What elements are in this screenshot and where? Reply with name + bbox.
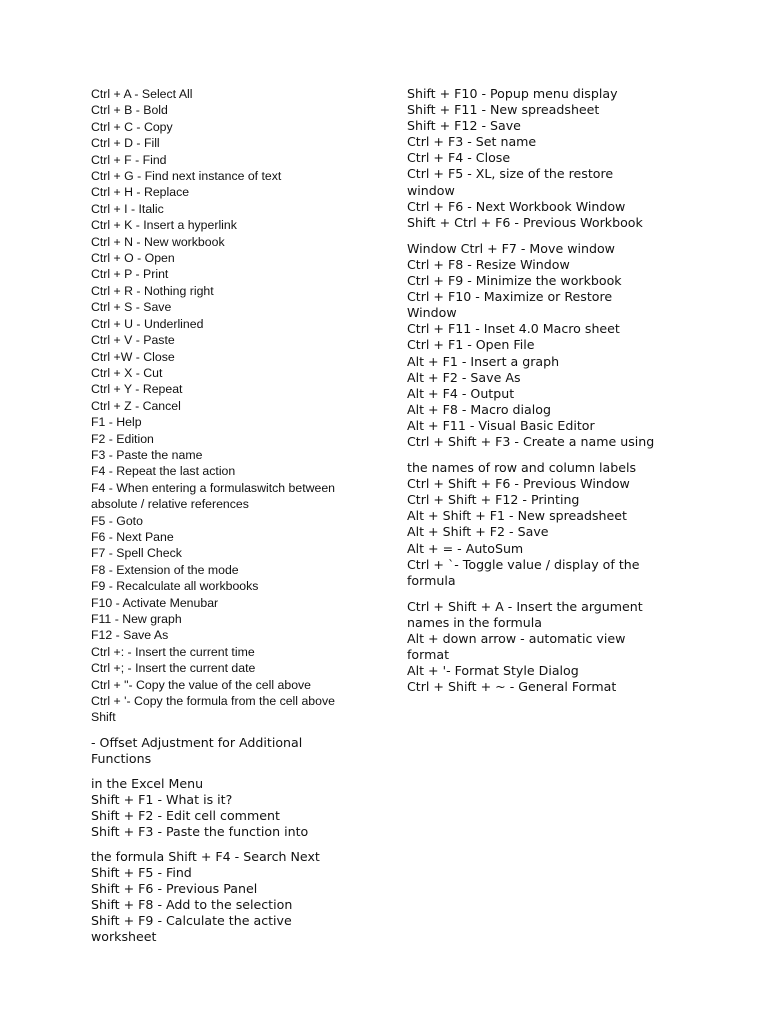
shortcut-line: formula <box>407 572 456 588</box>
shortcut-line: Ctrl + Shift + F12 - Printing <box>407 492 580 508</box>
shortcut-line: Alt + F4 - Output <box>407 385 515 401</box>
shortcut-line: Ctrl + '- Copy the formula from the cell above <box>91 694 335 709</box>
left-column <box>91 86 381 945</box>
shortcut-line: Ctrl + F6 - Next Workbook Window <box>407 198 626 214</box>
shortcut-line: in the Excel Menu <box>91 775 204 791</box>
shortcut-block-labels <box>407 460 697 589</box>
shortcut-line: Ctrl + H - Replace <box>91 185 190 200</box>
shortcut-line: Alt + Shift + F1 - New spreadsheet <box>407 508 627 524</box>
shortcut-line: Shift + F5 - Find <box>91 864 192 880</box>
shortcut-line: Ctrl + B - Bold <box>91 103 168 118</box>
shortcut-line: Shift + F11 - New spreadsheet <box>407 102 600 118</box>
shortcut-line: Ctrl + F11 - Inset 4.0 Macro sheet <box>407 321 620 337</box>
shortcut-line: Window Ctrl + F7 - Move window <box>407 240 615 256</box>
shortcut-line: F1 - Help <box>91 415 142 430</box>
shortcut-line: Alt + F8 - Macro dialog <box>407 401 551 417</box>
shortcut-line: Ctrl +W - Close <box>91 349 175 364</box>
shortcut-line: Shift <box>91 710 116 725</box>
shortcut-block-window-alt <box>407 241 697 450</box>
shortcut-block-arguments <box>407 599 697 696</box>
shortcut-line: absolute / relative references <box>91 497 249 512</box>
shortcut-line: Ctrl + A - Select All <box>91 87 193 101</box>
shortcut-line: - Offset Adjustment for Additional <box>91 734 303 750</box>
shortcut-line: Alt + F2 - Save As <box>407 369 521 385</box>
shortcut-line: Alt + F11 - Visual Basic Editor <box>407 417 595 433</box>
shortcut-line: worksheet <box>91 928 157 944</box>
shortcut-line: Window <box>407 305 457 321</box>
shortcut-line: window <box>407 182 455 198</box>
shortcut-line: F4 - When entering a formulaswitch between <box>91 480 336 495</box>
shortcut-line: F8 - Extension of the mode <box>91 562 239 577</box>
shortcut-line: Ctrl + V - Paste <box>91 333 175 348</box>
shortcut-line: F4 - Repeat the last action <box>91 464 236 479</box>
shortcut-line: Alt + = - AutoSum <box>407 540 524 556</box>
shortcut-line: Alt + down arrow - automatic view <box>407 631 626 646</box>
shortcut-line: the formula Shift + F4 - Search Next <box>91 848 320 864</box>
shortcut-block-shift-ctrl-fkeys <box>407 86 697 231</box>
shortcut-block-excel-menu <box>91 776 381 840</box>
shortcut-line: Ctrl + G - Find next instance of text <box>91 169 282 184</box>
shortcut-line: Ctrl + X - Cut <box>91 365 163 380</box>
shortcut-line: F12 - Save As <box>91 628 169 643</box>
shortcut-line: Ctrl + O - Open <box>91 251 175 266</box>
shortcut-line: Ctrl + F10 - Maximize or Restore <box>407 289 613 305</box>
shortcut-line: Ctrl + S - Save <box>91 300 172 315</box>
shortcut-line: Ctrl + Shift + F6 - Previous Window <box>407 476 630 492</box>
shortcut-line: F2 - Edition <box>91 431 154 446</box>
shortcut-line: Alt + Shift + F2 - Save <box>407 524 549 540</box>
shortcut-line: Shift + F2 - Edit cell comment <box>91 807 280 823</box>
shortcut-line: Shift + F6 - Previous Panel <box>91 880 258 896</box>
shortcut-line: Shift + F12 - Save <box>407 118 521 134</box>
shortcut-line: format <box>407 647 450 663</box>
shortcut-line: F6 - Next Pane <box>91 529 174 544</box>
shortcut-line: Ctrl + Shift + ~ - General Format <box>407 679 617 695</box>
shortcut-line: F11 - New graph <box>91 612 182 626</box>
shortcut-line: Shift + F3 - Paste the function into <box>91 823 309 839</box>
shortcut-line: Ctrl + F3 - Set name <box>407 134 537 150</box>
shortcut-line: Ctrl + F4 - Close <box>407 150 511 166</box>
shortcut-line: Ctrl + Shift + F3 - Create a name using <box>407 433 655 449</box>
shortcut-line: Alt + F1 - Insert a graph <box>407 353 560 369</box>
shortcut-line: Ctrl +; - Insert the current date <box>91 661 256 676</box>
shortcut-line: Shift + Ctrl + F6 - Previous Workbook <box>407 214 643 230</box>
shortcut-line: Ctrl + P - Print <box>91 267 169 282</box>
shortcut-line: Ctrl + R - Nothing right <box>91 283 214 298</box>
shortcut-line: F9 - Recalculate all workbooks <box>91 579 259 594</box>
shortcut-line: Ctrl + D - Fill <box>91 136 160 151</box>
shortcut-line: Ctrl + K - Insert a hyperlink <box>91 218 237 233</box>
shortcut-line: Ctrl + I - Italic <box>91 201 164 216</box>
shortcut-block-ctrl-function-keys <box>91 86 381 726</box>
right-column <box>407 86 697 695</box>
shortcut-line: Ctrl + Y - Repeat <box>91 382 183 397</box>
shortcut-line: Ctrl + C - Copy <box>91 119 173 134</box>
shortcut-line: Ctrl + F1 - Open File <box>407 337 535 353</box>
shortcut-line: F5 - Goto <box>91 513 143 528</box>
shortcut-line: Ctrl + F9 - Minimize the workbook <box>407 273 622 289</box>
shortcut-line: F7 - Spell Check <box>91 546 182 561</box>
shortcut-line: Ctrl + F - Find <box>91 152 167 167</box>
shortcut-line: Ctrl + Shift + A - Insert the argument <box>407 598 643 614</box>
shortcut-line: Shift + F10 - Popup menu display <box>407 86 618 101</box>
shortcut-line: Ctrl + F5 - XL, size of the restore <box>407 166 614 182</box>
shortcut-line: Ctrl + `- Toggle value / display of the <box>407 556 640 572</box>
shortcut-line: F3 - Paste the name <box>91 447 203 462</box>
shortcut-line: Shift + F8 - Add to the selection <box>91 896 293 912</box>
shortcut-line: Ctrl + N - New workbook <box>91 234 225 249</box>
shortcut-line: names in the formula <box>407 614 542 630</box>
shortcut-line: Shift + F1 - What is it? <box>91 791 233 807</box>
shortcut-line: Ctrl + Z - Cancel <box>91 398 181 413</box>
shortcut-line: the names of row and column labels <box>407 460 637 476</box>
shortcut-block-shift-keys <box>91 849 381 945</box>
shortcut-line: Functions <box>91 750 152 766</box>
shortcut-line: Shift + F9 - Calculate the active <box>91 912 292 928</box>
shortcut-line: F10 - Activate Menubar <box>91 595 219 610</box>
shortcut-block-offset <box>91 735 381 767</box>
shortcut-line: Alt + '- Format Style Dialog <box>407 663 579 679</box>
shortcut-line: Ctrl + F8 - Resize Window <box>407 256 570 272</box>
shortcut-line: Ctrl + U - Underlined <box>91 316 204 331</box>
shortcut-line: Ctrl + "- Copy the value of the cell above <box>91 677 312 692</box>
shortcut-line: Ctrl +: - Insert the current time <box>91 644 255 659</box>
